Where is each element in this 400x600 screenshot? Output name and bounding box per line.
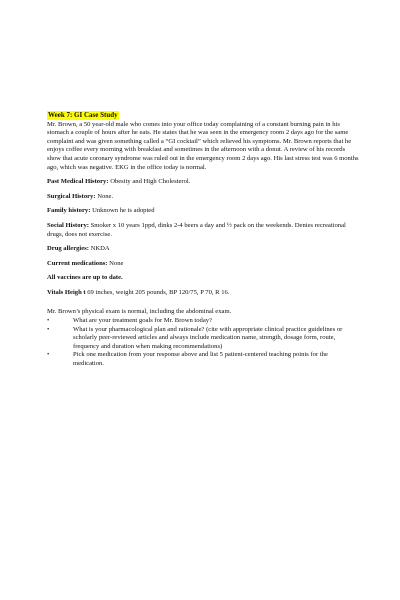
question-text: Pick one medication from your response above and list 5 patient-centered teaching points for the medication.	[73, 351, 328, 368]
bullet-icon: •	[47, 325, 50, 333]
bullet-icon: •	[47, 317, 50, 325]
social-history-value: Smoker x 10 years 1ppd, dinks 2-4 beers a day and ½ pack on the weekends. Denies recreational drugs, does not exercise.	[47, 221, 346, 238]
physical-exam-line: Mr. Brown’s physical exam is normal, including the abdominal exam.	[47, 307, 232, 315]
drug-allergies-value: NKDA	[90, 245, 110, 253]
social-history-label: Social History:	[47, 221, 89, 229]
question-text: What are your treatment goals for Mr. Brown today?	[73, 317, 212, 325]
current-medications-value: None	[109, 259, 124, 267]
vitals	[47, 289, 359, 298]
past-medical-history	[47, 178, 359, 187]
title-line	[47, 111, 359, 121]
vitals-label: Vitals Heigh t	[47, 288, 86, 296]
vaccines-status	[47, 274, 359, 283]
social-history	[47, 222, 359, 239]
current-medications	[47, 260, 359, 269]
drug-allergies-label: Drug allergies:	[47, 245, 89, 253]
case-intro-paragraph: Mr. Brown, a 50 year-old male who comes into your office today complaining of a constant burning pain in his stomach a couple of hours after he eats. He states that he was seen in the emergency room 2 days ago for the same complaint and was given something called a “GI cocktail” which relieved his symptoms. Mr. Brown reports that he enjoys coffee every morning with breakfast and sometimes in the afternoon with a donut. A review of his records show that acute coronary syndrome was ruled out in the emergency room 2 days ago. His last stress test was 6 months ago, which was negative. EKG in the office today is normal.	[47, 120, 359, 171]
surgical-history	[47, 193, 359, 202]
vitals-value: 69 inches, weight 205 pounds, BP 120/75, P 70, R 16.	[87, 288, 230, 296]
case-study-title: Week 7: GI Case Study	[48, 111, 118, 119]
case-study-content	[47, 111, 359, 369]
family-history-label: Family history:	[47, 207, 91, 215]
list-item	[47, 351, 359, 368]
family-history	[47, 207, 359, 216]
bullet-icon: •	[47, 351, 50, 359]
list-item	[47, 317, 359, 326]
past-medical-history-value: Obesity and High Cholesterol.	[110, 178, 191, 186]
past-medical-history-label: Past Medical History:	[47, 178, 109, 186]
drug-allergies	[47, 245, 359, 254]
vaccines-status-label: All vaccines are up to date.	[47, 274, 123, 282]
questions-list	[47, 317, 359, 369]
question-text: What is your pharmacological plan and rationale? (cite with appropriate clinical practice guidelines or scholarly peer-reviewed articles and always include medication name, strength, dosage form, route, frequency and duration when making recommendations)	[73, 325, 343, 350]
family-history-value: Unknown he is adopted	[92, 207, 155, 215]
surgical-history-value: None.	[97, 192, 114, 200]
surgical-history-label: Surgical History:	[47, 192, 96, 200]
current-medications-label: Current medications:	[47, 259, 108, 267]
list-item	[47, 326, 359, 352]
